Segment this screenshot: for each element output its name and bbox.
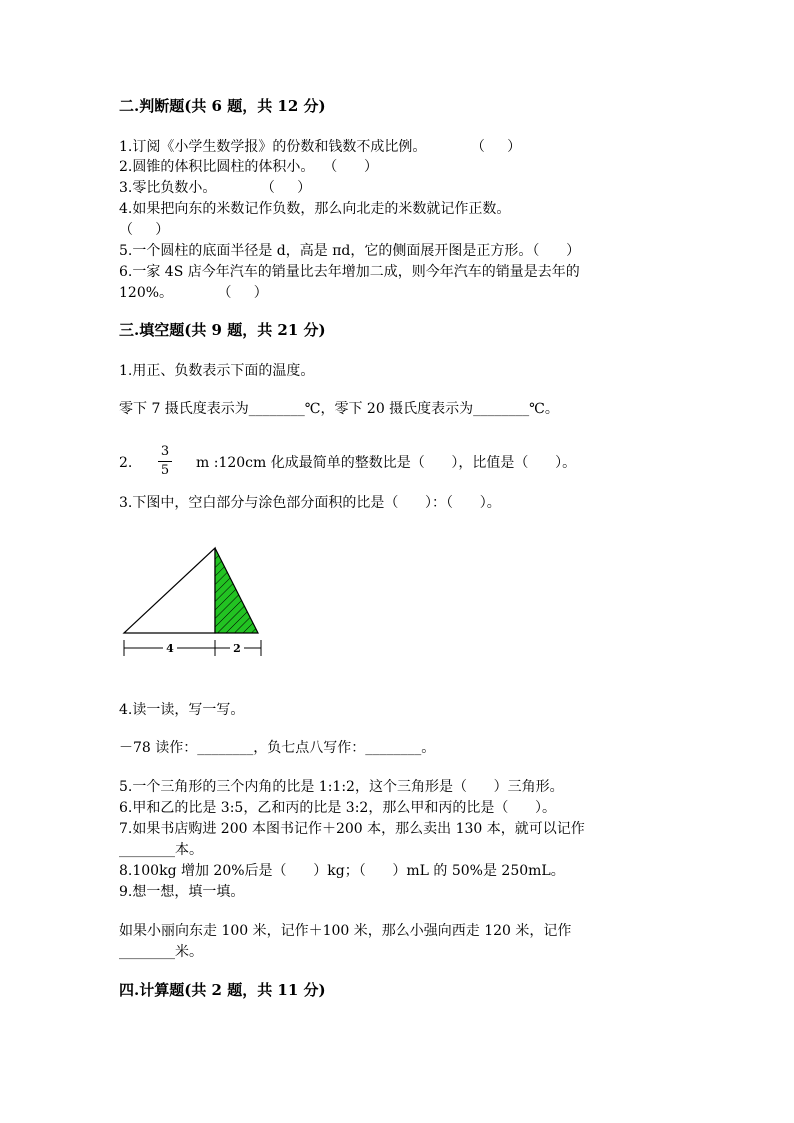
fill-q1-line: 零下 7 摄氏度表示为________℃，零下 20 摄氏度表示为________℃。 — [119, 401, 559, 417]
judge-q3: 3.零比负数小。 （ ） — [119, 180, 312, 196]
fraction-denominator: 5 — [160, 463, 170, 478]
dimension-label-4: 4 — [166, 642, 174, 655]
fill-q9-cont: ________米。 — [119, 944, 203, 960]
judge-q6: 6.一家 4S 店今年汽车的销量比去年增加二成，则今年汽车的销量是去年的 — [119, 264, 580, 280]
dimension-label-2: 2 — [233, 642, 241, 655]
fill-q2-number: 2. — [119, 455, 133, 471]
judge-q4-paren: （ ） — [119, 222, 170, 238]
fill-q9-line: 如果小丽向东走 100 米，记作＋100 米，那么小强向西走 120 米，记作 — [119, 923, 572, 939]
fill-q7: 7.如果书店购进 200 本图书记作＋200 本，那么卖出 130 本，就可以记作 — [119, 821, 585, 837]
judge-q1: 1.订阅《小学生数学报》的份数和钱数不成比例。 （ ） — [119, 139, 522, 155]
section3-heading: 三.填空题(共 9 题，共 21 分) — [119, 321, 326, 339]
judge-q2: 2.圆锥的体积比圆柱的体积小。 （ ） — [119, 159, 378, 175]
judge-q4: 4.如果把向东的米数记作负数，那么向北走的米数就记作正数。 — [119, 201, 511, 217]
fill-q2-rest: m :120cm 化成最简单的整数比是（ ），比值是（ ）。 — [196, 455, 577, 471]
fraction-numerator: 3 — [160, 444, 170, 459]
fill-q5: 5.一个三角形的三个内角的比是 1:1:2，这个三角形是（ ）三角形。 — [119, 779, 564, 795]
fill-q6: 6.甲和乙的比是 3:5，乙和丙的比是 3:2，那么甲和丙的比是（ ）。 — [119, 800, 557, 816]
triangle-figure — [115, 540, 270, 660]
fill-q9: 9.想一想，填一填。 — [119, 884, 245, 900]
fill-q7-cont: ________本。 — [119, 842, 203, 858]
fill-q8: 8.100kg 增加 20%后是（ ）kg；（ ）mL 的 50%是 250mL。 — [119, 863, 565, 879]
fill-q1: 1.用正、负数表示下面的温度。 — [119, 363, 315, 379]
section4-heading: 四.计算题(共 2 题，共 11 分) — [119, 981, 326, 999]
section2-heading: 二.判断题(共 6 题，共 12 分) — [119, 97, 326, 115]
fill-q4-line: －78 读作：________，负七点八写作：________。 — [119, 740, 436, 756]
judge-q5: 5.一个圆柱的底面半径是 d，高是 πd，它的侧面展开图是正方形。（ ） — [119, 243, 581, 259]
fill-q3: 3.下图中，空白部分与涂色部分面积的比是（ ）：（ ）。 — [119, 495, 501, 511]
fill-q4: 4.读一读，写一写。 — [119, 702, 245, 718]
blank-triangle-region — [124, 548, 215, 633]
fraction-bar — [158, 461, 172, 462]
fill-q2-fraction — [158, 444, 172, 479]
shaded-triangle-region — [215, 548, 258, 633]
judge-q6-cont: 120%。 （ ） — [119, 285, 268, 301]
